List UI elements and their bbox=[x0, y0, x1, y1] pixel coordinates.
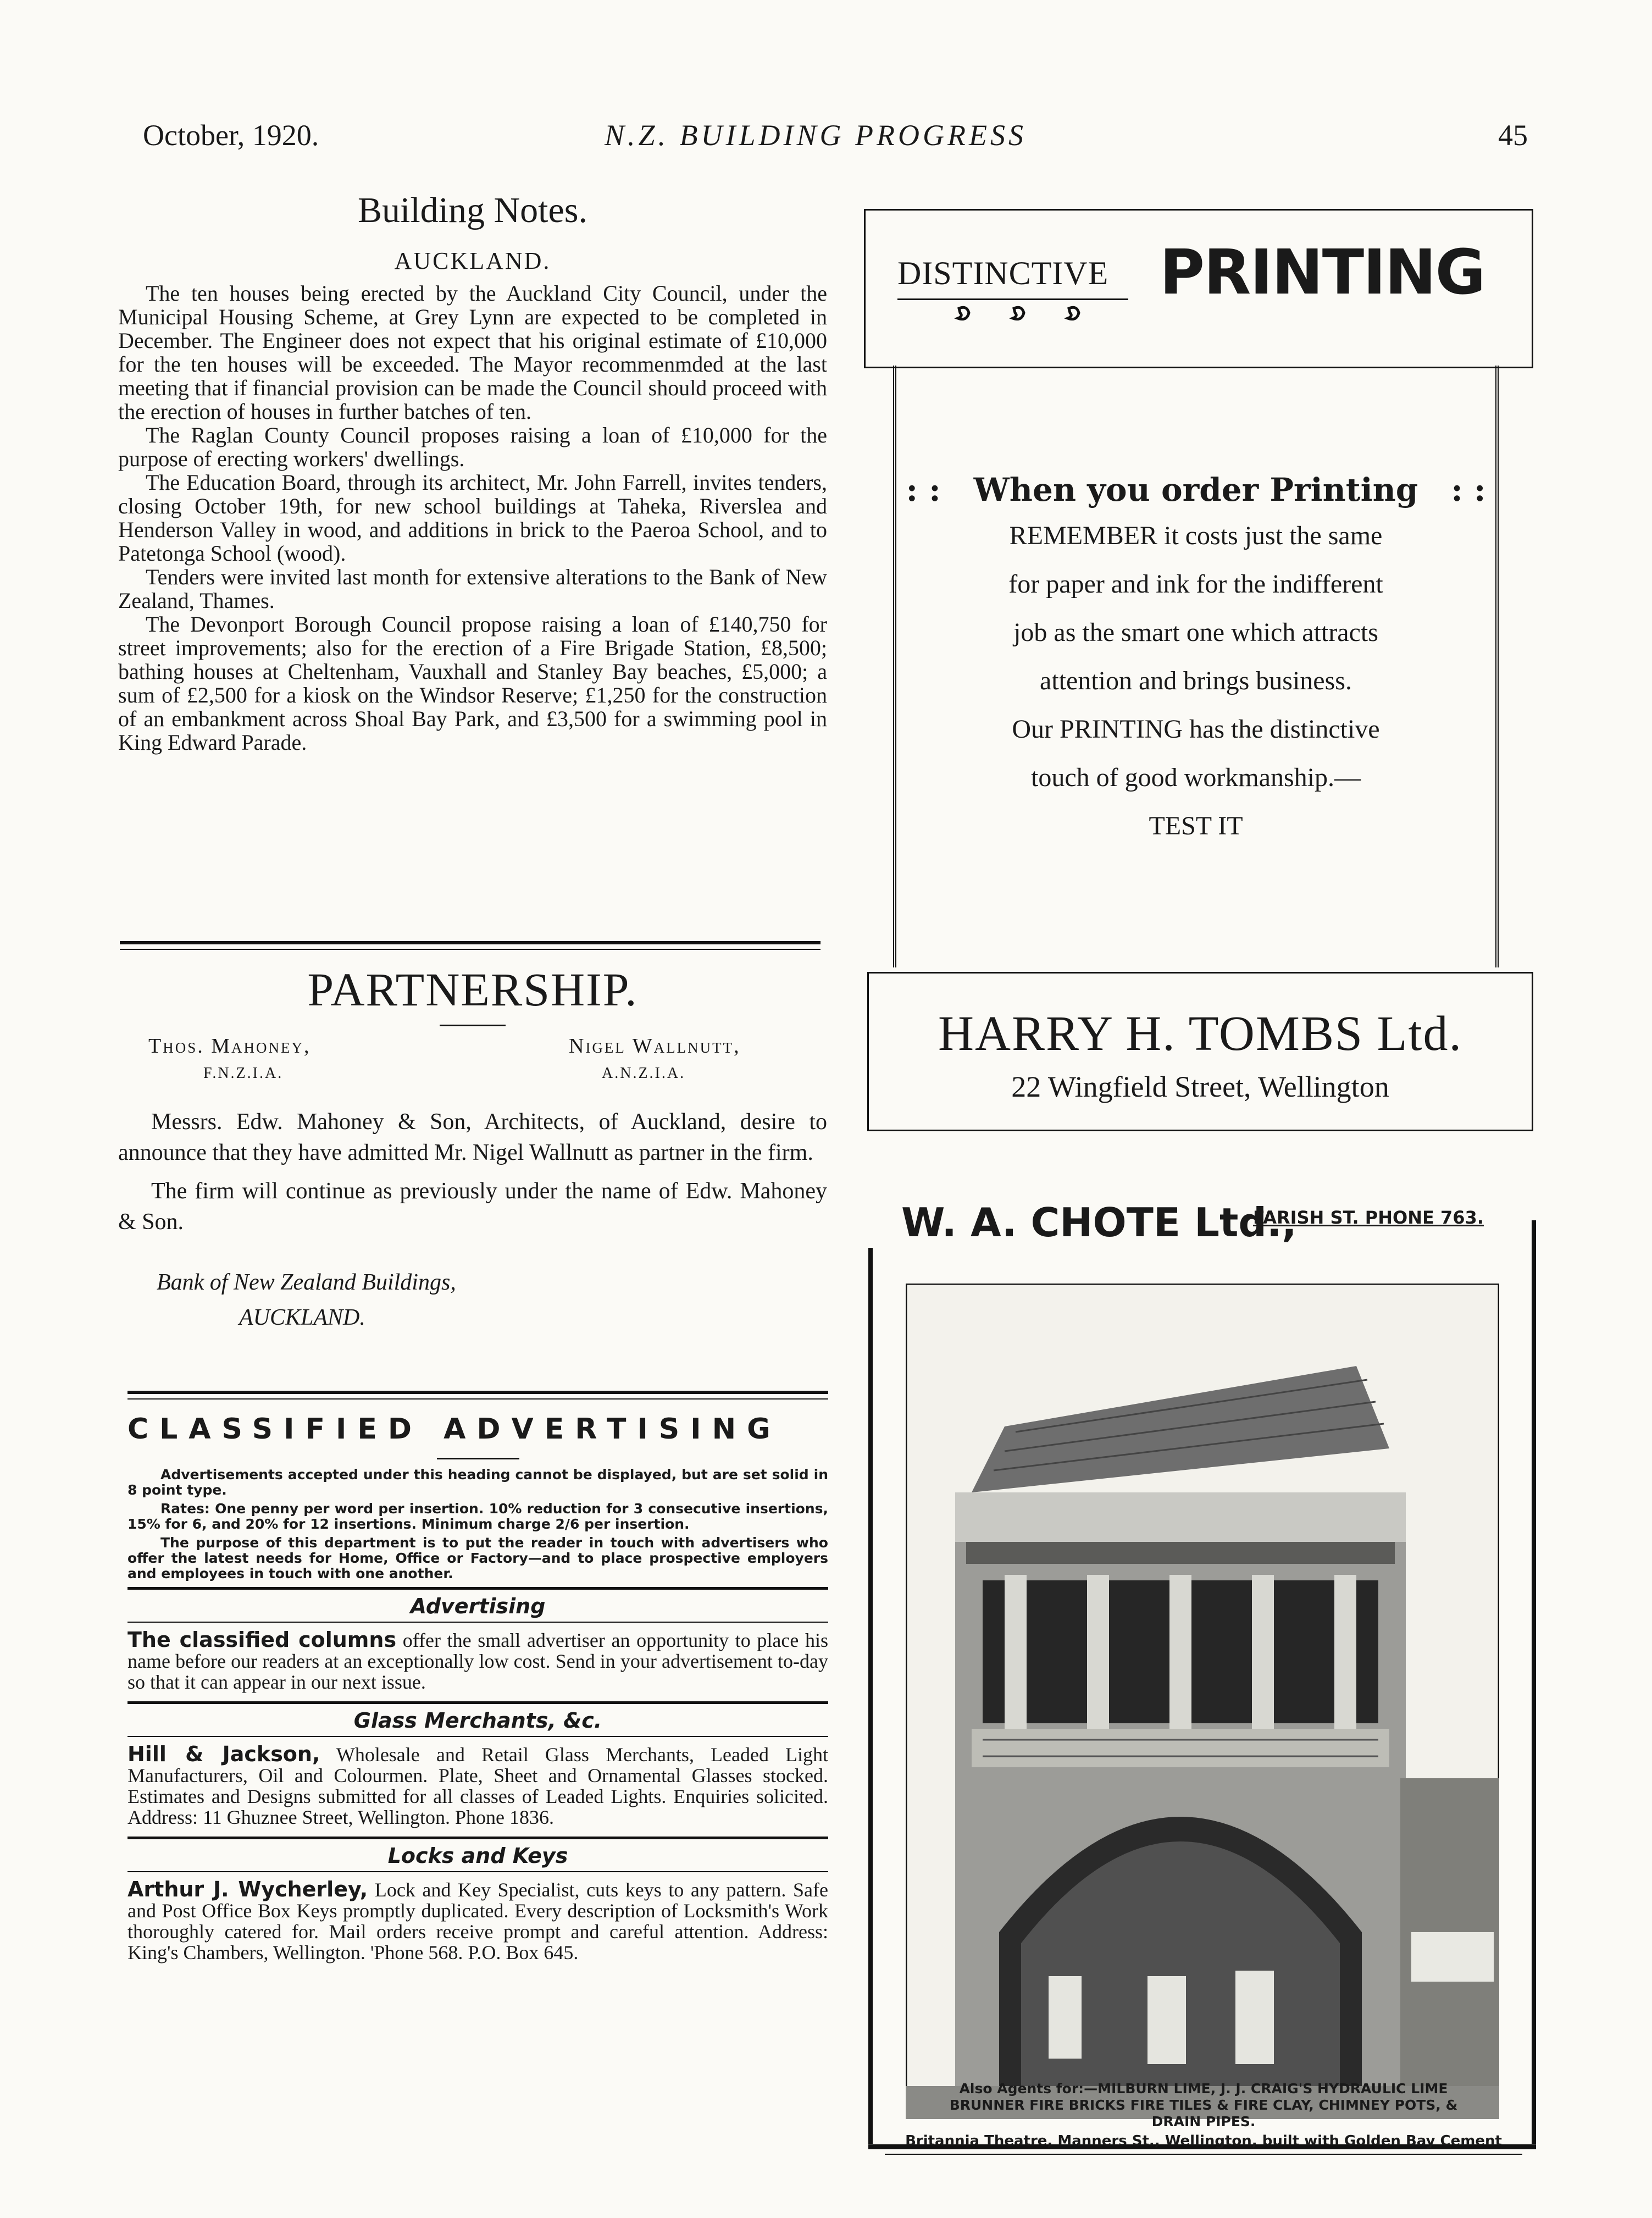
classified-entry-locks bbox=[127, 1879, 828, 1963]
note-paragraph: The ten houses being erected by the Auckland City Council, under the Municipal Housing Scheme, at Grey Lynn are expected to be completed in December. The Engineer does not expect that his original estimate of £10,000 for the ten houses will be exceeded. The Mayor recommenmded at the last meeting that if financial provision can be made the Council should proceed with the erection of houses in further batches of ten. bbox=[118, 281, 827, 424]
partner1-name: Thos. Mahoney, bbox=[148, 1035, 311, 1058]
note-paragraph: Tenders were invited last month for extensive alterations to the Bank of New Zealand, Thames. bbox=[118, 565, 827, 613]
note-paragraph: The Devonport Borough Council propose raising a loan of £140,750 for street improvements; also for the erection of a Fire Brigade Station, £8,500; bathing houses at Cheltenham, Vauxhall and Stanley Bay beaches, £5,000; a sum of £2,500 for a kiosk on the Windsor Reserve; £1,250 for the construction of an embankment across Shoal Bay Park, and £3,500 for a swimming pool in King Edward Parade. bbox=[118, 612, 827, 755]
partnership-paragraph: Messrs. Edw. Mahoney & Son, Architects, of Auckland, desire to announce that they have admitted Mr. Nigel Wallnutt as partner in the firm. bbox=[118, 1109, 827, 1165]
magazine-title: N.Z. BUILDING PROGRESS bbox=[605, 119, 1027, 152]
printing-ad-body bbox=[893, 366, 1499, 967]
heading-rule bbox=[127, 1837, 828, 1839]
section-divider bbox=[127, 1391, 828, 1394]
classified-entry-glass bbox=[127, 1744, 828, 1828]
ad-line: TEST IT bbox=[1149, 811, 1243, 840]
page-number: 45 bbox=[1498, 119, 1528, 152]
chote-ad bbox=[868, 1198, 1536, 2177]
section-divider bbox=[120, 949, 821, 950]
classified-heading-advertising: Advertising bbox=[410, 1594, 546, 1618]
agents-line: Also Agents for:—MILBURN LIME, J. J. CRAIG'S HYDRAULIC LIME bbox=[959, 2081, 1448, 2097]
partnership-paragraph: The firm will continue as previously under the name of Edw. Mahoney & Son. bbox=[118, 1179, 827, 1235]
ad-line: job as the smart one which attracts bbox=[1013, 618, 1378, 647]
ad-line: attention and brings business. bbox=[1040, 666, 1352, 695]
agents-text bbox=[885, 2081, 1522, 2130]
when-you-order-line: : : When you order Printing : : bbox=[906, 471, 1486, 508]
partner2-name: Nigel Wallnutt, bbox=[569, 1035, 741, 1058]
theatre-photo bbox=[906, 1284, 1499, 2119]
printing-ad-header bbox=[864, 209, 1533, 368]
intro-paragraph: Rates: One penny per word per insertion. 10% reduction for 3 consecutive insertions, 15% for 6, and 20% for 12 insertions. Minimum charge 2/6 per insertion. bbox=[127, 1501, 828, 1532]
ad-border-left bbox=[868, 1248, 873, 2144]
building-notes-location: AUCKLAND. bbox=[394, 247, 551, 274]
photo-caption: Britannia Theatre, Manners St., Wellington, built with Golden Bay Cement bbox=[905, 2133, 1502, 2149]
ornament-icon bbox=[948, 303, 1091, 330]
ad-line: for paper and ink for the indifferent bbox=[1008, 569, 1383, 599]
ad-line: touch of good workmanship.— bbox=[1031, 763, 1361, 792]
title-underline bbox=[437, 1458, 519, 1459]
ornament-rule bbox=[897, 298, 1128, 300]
when-text: When you order Printing bbox=[973, 471, 1418, 508]
section-divider bbox=[120, 941, 821, 944]
partnership-section bbox=[118, 962, 827, 1335]
chote-address: FARISH ST. PHONE 763. bbox=[1253, 1207, 1484, 1228]
tombs-address: 22 Wingfield Street, Wellington bbox=[1011, 1070, 1389, 1103]
partner1-qualification: F.N.Z.I.A. bbox=[203, 1065, 284, 1082]
heading-rule bbox=[127, 1736, 828, 1737]
ad-border-right bbox=[1532, 1220, 1536, 2144]
classified-heading-glass: Glass Merchants, &c. bbox=[353, 1708, 602, 1733]
building-notes-body bbox=[118, 281, 827, 754]
classified-title: CLASSIFIED ADVERTISING bbox=[127, 1413, 781, 1446]
caption-rule bbox=[885, 2154, 1522, 2155]
agents-line: BRUNNER FIRE BRICKS FIRE TILES & FIRE CLAY, CHIMNEY POTS, & bbox=[949, 2097, 1458, 2113]
distinctive-word: DISTINCTIVE bbox=[897, 255, 1109, 291]
partnership-address bbox=[118, 1265, 827, 1335]
partnership-body bbox=[118, 1107, 827, 1237]
section-divider bbox=[127, 1398, 828, 1400]
intro-paragraph: Advertisements accepted under this heading cannot be displayed, but are set solid in 8 point type. bbox=[127, 1467, 828, 1498]
entry-text: Lock and Key Specialist, cuts keys to any pattern. Safe and Post Office Box Keys promptly duplicated. Every description of Locksmith's Work thoroughly catered for. Mail orders receive prompt and careful attention. Address: King's Chambers, Wellington. 'Phone 568. P.O. Box 645. bbox=[127, 1879, 828, 1963]
entry-lead: Hill & Jackson, bbox=[127, 1742, 320, 1766]
classified-intro bbox=[127, 1467, 828, 1581]
issue-date: October, 1920. bbox=[143, 119, 319, 152]
heading-rule bbox=[127, 1622, 828, 1623]
partnership-title: PARTNERSHIP. bbox=[307, 963, 638, 1016]
printing-ad-text bbox=[896, 512, 1495, 850]
entry-text: offer the small advertiser an opportunity to place his name before our readers at an exceptionally low cost. Send in your advertisement to-day so that it can appear in our next issue. bbox=[127, 1629, 828, 1693]
classified-entry-advertising bbox=[127, 1629, 828, 1692]
entry-lead: The classified columns bbox=[127, 1628, 397, 1652]
printing-word: PRINTING bbox=[1160, 237, 1485, 308]
classified-section bbox=[127, 1413, 828, 1963]
heading-rule bbox=[127, 1701, 828, 1704]
page-header bbox=[143, 118, 1528, 162]
tombs-ad bbox=[867, 972, 1533, 1131]
building-notes-section bbox=[118, 190, 827, 754]
note-paragraph: The Education Board, through its architect, Mr. John Farrell, invites tenders, closing October 19th, for new school buildings at Taheka, Riverslea and Henderson Valley in wood, and additions in brick to the Paeroa School, and to Patetonga School (wood). bbox=[118, 470, 827, 566]
note-paragraph: The Raglan County Council proposes raising a loan of £10,000 for the purpose of erecting workers' dwellings. bbox=[118, 423, 827, 471]
address-line: Bank of New Zealand Buildings, bbox=[157, 1270, 456, 1295]
address-line: AUCKLAND. bbox=[239, 1305, 365, 1330]
heading-rule bbox=[127, 1871, 828, 1872]
building-notes-title: Building Notes. bbox=[357, 190, 587, 230]
ad-line: REMEMBER it costs just the same bbox=[1009, 521, 1383, 550]
ad-line: Our PRINTING has the distinctive bbox=[1012, 715, 1380, 744]
partner-names bbox=[118, 1034, 827, 1094]
entry-text: Wholesale and Retail Glass Merchants, Leaded Light Manufacturers, Oil and Colourmen. Plate, Sheet and Ornamental Glasses stocked. Estimates and Designs submitted for all classes of Leaded Lights. Enquiries solicited. Address: 11 Ghuznee Street, Wellington. Phone 1836. bbox=[127, 1744, 829, 1828]
tombs-company-name: HARRY H. TOMBS Ltd. bbox=[938, 1006, 1463, 1061]
heading-rule bbox=[127, 1587, 828, 1590]
partner2-qualification: A.N.Z.I.A. bbox=[602, 1065, 686, 1082]
agents-line: DRAIN PIPES. bbox=[1151, 2114, 1256, 2129]
chote-company-name: W. A. CHOTE Ltd., bbox=[901, 1199, 1297, 1246]
entry-lead: Arthur J. Wycherley, bbox=[127, 1877, 368, 1901]
title-underline bbox=[440, 1025, 506, 1026]
classified-heading-locks: Locks and Keys bbox=[387, 1844, 568, 1868]
intro-paragraph: The purpose of this department is to put the reader in touch with advertisers who offer the latest needs for Home, Office or Factory—and to place prospective employers and employees in touch with one another. bbox=[127, 1535, 828, 1581]
